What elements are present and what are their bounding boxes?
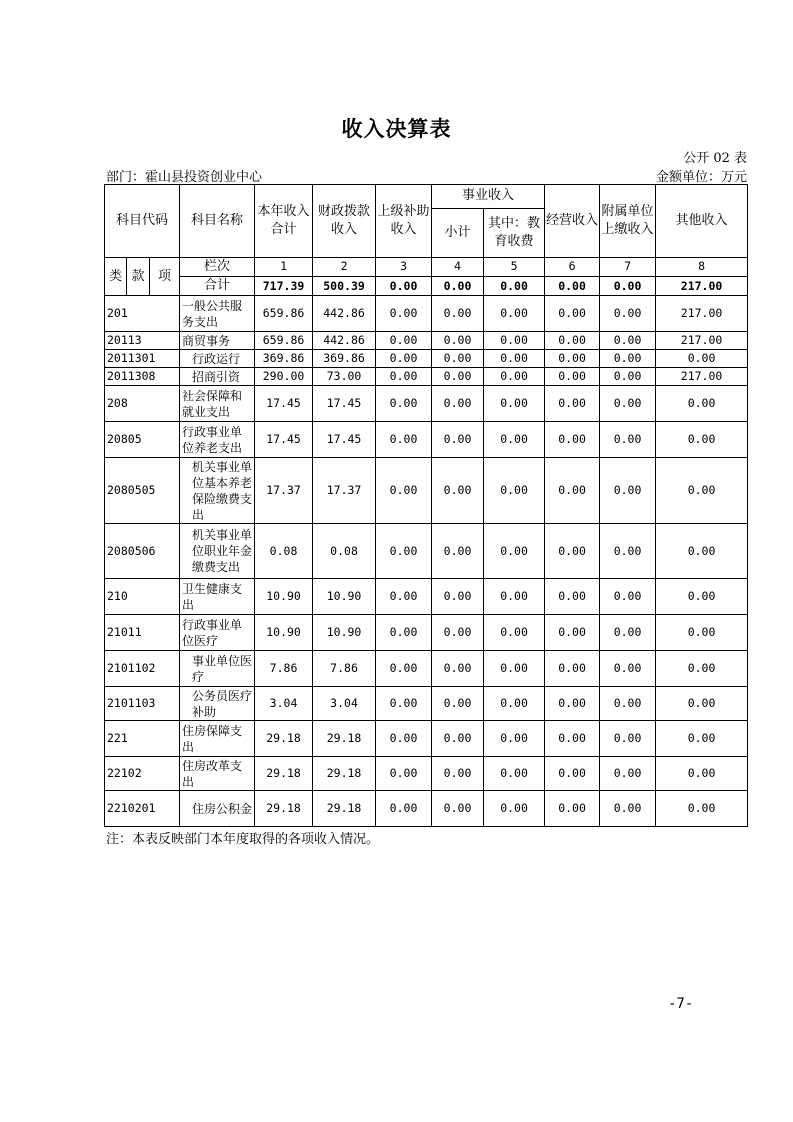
- row-value: 0.00: [545, 368, 600, 386]
- row-value: 17.37: [255, 458, 313, 524]
- row-value: 10.90: [255, 615, 313, 651]
- row-value: 0.00: [432, 615, 484, 651]
- header-fiscal: 财政拨款收入: [313, 185, 376, 258]
- row-value: 0.00: [432, 721, 484, 757]
- row-value: 0.00: [484, 422, 545, 458]
- table-row: [105, 615, 748, 651]
- row-name: 事业单位医疗: [180, 651, 255, 687]
- row-code: 20805: [105, 422, 180, 458]
- row-value: 0.00: [545, 615, 600, 651]
- table-row: [105, 422, 748, 458]
- row-value: 0.00: [432, 524, 484, 579]
- form-number: 公开 02 表: [683, 151, 747, 166]
- row-value: 0.00: [600, 296, 656, 332]
- row-value: 0.00: [484, 524, 545, 579]
- header-name: 科目名称: [180, 185, 255, 258]
- row-value: 17.45: [255, 422, 313, 458]
- table-row: [105, 332, 748, 350]
- row-value: 0.00: [656, 524, 748, 579]
- row-value: 659.86: [255, 296, 313, 332]
- table-row: [105, 368, 748, 386]
- header-lei: 类: [105, 258, 127, 296]
- row-name: 住房公积金: [180, 791, 255, 827]
- row-value: 10.90: [255, 579, 313, 615]
- row-value: 0.00: [432, 422, 484, 458]
- total-cell: 500.39: [313, 277, 376, 296]
- row-code: 210: [105, 579, 180, 615]
- row-value: 0.00: [376, 757, 432, 791]
- row-value: 0.00: [656, 615, 748, 651]
- row-value: 0.00: [600, 332, 656, 350]
- document-title: 收入决算表: [341, 116, 452, 141]
- row-code: 20113: [105, 332, 180, 350]
- header-code: 科目代码: [105, 185, 180, 258]
- row-value: 0.00: [656, 791, 748, 827]
- row-code: 201: [105, 296, 180, 332]
- row-value: 29.18: [255, 757, 313, 791]
- row-value: 0.00: [545, 757, 600, 791]
- row-value: 0.00: [432, 296, 484, 332]
- header-xiang: 项: [150, 258, 180, 296]
- total-cell: 0.00: [545, 277, 600, 296]
- row-value: 0.00: [600, 757, 656, 791]
- row-value: 0.00: [484, 721, 545, 757]
- header-business-income: 事业收入: [432, 185, 545, 209]
- row-value: 0.00: [600, 615, 656, 651]
- row-value: 0.00: [376, 422, 432, 458]
- row-value: 0.00: [484, 757, 545, 791]
- row-value: 0.00: [656, 651, 748, 687]
- row-value: 369.86: [313, 350, 376, 368]
- table-row: [105, 579, 748, 615]
- row-value: 0.00: [376, 386, 432, 422]
- row-name: 卫生健康支出: [180, 579, 255, 615]
- row-value: 0.00: [484, 651, 545, 687]
- total-cell: 0.00: [600, 277, 656, 296]
- column-number: 6: [545, 258, 600, 277]
- table-row: [105, 524, 748, 579]
- row-name: 住房改革支出: [180, 757, 255, 791]
- row-value: 0.00: [545, 721, 600, 757]
- row-value: 0.00: [432, 350, 484, 368]
- column-number: 1: [255, 258, 313, 277]
- row-value: 0.00: [376, 458, 432, 524]
- row-value: 29.18: [313, 791, 376, 827]
- table-row: [105, 458, 748, 524]
- row-value: 0.00: [600, 422, 656, 458]
- row-name: 招商引资: [180, 368, 255, 386]
- column-number: 4: [432, 258, 484, 277]
- row-value: 0.00: [545, 350, 600, 368]
- total-cell: 717.39: [255, 277, 313, 296]
- header-row-1: [105, 185, 748, 209]
- row-value: 0.00: [376, 615, 432, 651]
- row-value: 0.00: [600, 368, 656, 386]
- row-value: 442.86: [313, 296, 376, 332]
- column-number: 2: [313, 258, 376, 277]
- row-value: 217.00: [656, 332, 748, 350]
- unit-label: 金额单位：万元: [655, 170, 747, 185]
- row-value: 0.00: [484, 458, 545, 524]
- row-value: 0.08: [313, 524, 376, 579]
- row-value: 0.00: [600, 524, 656, 579]
- row-value: 0.00: [432, 332, 484, 350]
- column-number: 5: [484, 258, 545, 277]
- row-name: 一般公共服务支出: [180, 296, 255, 332]
- row-name: 公务员医疗补助: [180, 687, 255, 721]
- header-kuan: 款: [127, 258, 150, 296]
- row-value: 0.00: [376, 687, 432, 721]
- row-code: 2101103: [105, 687, 180, 721]
- column-number: 3: [376, 258, 432, 277]
- row-value: 3.04: [313, 687, 376, 721]
- row-value: 0.00: [484, 368, 545, 386]
- row-value: 0.00: [484, 687, 545, 721]
- table-row: [105, 651, 748, 687]
- total-cell: 0.00: [484, 277, 545, 296]
- row-value: 29.18: [313, 721, 376, 757]
- table-row: [105, 687, 748, 721]
- row-value: 0.00: [484, 791, 545, 827]
- total-cell: 0.00: [376, 277, 432, 296]
- row-value: 290.00: [255, 368, 313, 386]
- row-code: 221: [105, 721, 180, 757]
- row-value: 0.00: [376, 651, 432, 687]
- table-row: [105, 721, 748, 757]
- row-name: 机关事业单位职业年金缴费支出: [180, 524, 255, 579]
- table-row: [105, 386, 748, 422]
- total-cell: 0.00: [432, 277, 484, 296]
- row-code: 208: [105, 386, 180, 422]
- row-value: 0.00: [376, 721, 432, 757]
- table-row: [105, 791, 748, 827]
- row-name: 住房保障支出: [180, 721, 255, 757]
- row-value: 3.04: [255, 687, 313, 721]
- header-edu-fee: 其中：教育收费: [484, 209, 545, 258]
- column-index-row: [105, 258, 748, 277]
- header-superior-subsidy: 上级补助收入: [376, 185, 432, 258]
- row-value: 217.00: [656, 296, 748, 332]
- row-value: 17.45: [313, 422, 376, 458]
- row-value: 0.00: [376, 579, 432, 615]
- row-value: 0.00: [376, 791, 432, 827]
- row-value: 0.00: [484, 296, 545, 332]
- row-value: 0.00: [545, 422, 600, 458]
- row-value: 17.45: [313, 386, 376, 422]
- row-value: 0.00: [432, 757, 484, 791]
- row-value: 0.00: [600, 350, 656, 368]
- row-value: 0.00: [545, 791, 600, 827]
- row-value: 0.00: [545, 651, 600, 687]
- page-number: -7-: [668, 996, 694, 1012]
- row-name: 行政事业单位医疗: [180, 615, 255, 651]
- department-label: 部门：霍山县投资创业中心: [106, 170, 263, 185]
- row-value: 659.86: [255, 332, 313, 350]
- header-annual-total: 本年收入合计: [255, 185, 313, 258]
- row-code: 21011: [105, 615, 180, 651]
- row-name: 行政事业单位养老支出: [180, 422, 255, 458]
- row-name: 行政运行: [180, 350, 255, 368]
- row-name: 机关事业单位基本养老保险缴费支出: [180, 458, 255, 524]
- row-code: 2080506: [105, 524, 180, 579]
- column-index-label: 栏次: [180, 258, 255, 277]
- row-code: 2101102: [105, 651, 180, 687]
- row-name: 商贸事务: [180, 332, 255, 350]
- row-value: 0.00: [376, 524, 432, 579]
- row-value: 0.00: [545, 579, 600, 615]
- header-other: 其他收入: [656, 185, 748, 258]
- row-value: 0.00: [600, 687, 656, 721]
- row-value: 7.86: [313, 651, 376, 687]
- row-value: 0.00: [545, 296, 600, 332]
- row-value: 0.00: [545, 332, 600, 350]
- row-value: 0.00: [484, 386, 545, 422]
- row-value: 0.00: [600, 579, 656, 615]
- row-value: 0.00: [432, 651, 484, 687]
- row-value: 0.00: [432, 579, 484, 615]
- table-row: [105, 757, 748, 791]
- row-value: 0.00: [656, 458, 748, 524]
- total-cell: 217.00: [656, 277, 748, 296]
- table-note: 注：本表反映部门本年度取得的各项收入情况。: [106, 832, 380, 847]
- income-table: [104, 184, 748, 827]
- row-value: 0.00: [656, 721, 748, 757]
- row-code: 2080505: [105, 458, 180, 524]
- row-value: 0.00: [656, 579, 748, 615]
- row-value: 0.00: [432, 386, 484, 422]
- row-value: 29.18: [255, 721, 313, 757]
- row-value: 0.00: [484, 350, 545, 368]
- row-value: 0.00: [600, 458, 656, 524]
- header-operating: 经营收入: [545, 185, 600, 258]
- table-row: [105, 350, 748, 368]
- row-value: 369.86: [255, 350, 313, 368]
- column-number: 8: [656, 258, 748, 277]
- row-value: 217.00: [656, 368, 748, 386]
- row-value: 0.08: [255, 524, 313, 579]
- row-value: 29.18: [313, 757, 376, 791]
- row-value: 17.45: [255, 386, 313, 422]
- row-code: 2210201: [105, 791, 180, 827]
- row-value: 10.90: [313, 579, 376, 615]
- row-value: 0.00: [656, 386, 748, 422]
- row-value: 0.00: [545, 458, 600, 524]
- row-value: 0.00: [545, 524, 600, 579]
- row-name: 社会保障和就业支出: [180, 386, 255, 422]
- row-code: 2011301: [105, 350, 180, 368]
- row-value: 0.00: [376, 368, 432, 386]
- header-subtotal: 小计: [432, 209, 484, 258]
- row-value: 0.00: [484, 579, 545, 615]
- row-value: 10.90: [313, 615, 376, 651]
- row-value: 17.37: [313, 458, 376, 524]
- row-value: 29.18: [255, 791, 313, 827]
- row-value: 0.00: [484, 332, 545, 350]
- row-value: 0.00: [600, 386, 656, 422]
- row-value: 73.00: [313, 368, 376, 386]
- row-code: 22102: [105, 757, 180, 791]
- row-value: 0.00: [432, 368, 484, 386]
- column-number: 7: [600, 258, 656, 277]
- row-value: 442.86: [313, 332, 376, 350]
- row-value: 0.00: [656, 757, 748, 791]
- row-value: 0.00: [600, 721, 656, 757]
- row-value: 0.00: [656, 687, 748, 721]
- total-label: 合计: [180, 277, 255, 296]
- row-value: 0.00: [376, 350, 432, 368]
- row-value: 0.00: [376, 296, 432, 332]
- row-value: 0.00: [656, 422, 748, 458]
- row-value: 0.00: [484, 615, 545, 651]
- row-value: 0.00: [545, 386, 600, 422]
- header-affiliated: 附属单位上缴收入: [600, 185, 656, 258]
- row-value: 0.00: [376, 332, 432, 350]
- table-row: [105, 296, 748, 332]
- row-value: 0.00: [432, 458, 484, 524]
- row-value: 0.00: [600, 651, 656, 687]
- total-row: [105, 277, 748, 296]
- row-code: 2011308: [105, 368, 180, 386]
- row-value: 0.00: [545, 687, 600, 721]
- row-value: 0.00: [432, 687, 484, 721]
- row-value: 0.00: [600, 791, 656, 827]
- row-value: 7.86: [255, 651, 313, 687]
- row-value: 0.00: [432, 791, 484, 827]
- row-value: 0.00: [656, 350, 748, 368]
